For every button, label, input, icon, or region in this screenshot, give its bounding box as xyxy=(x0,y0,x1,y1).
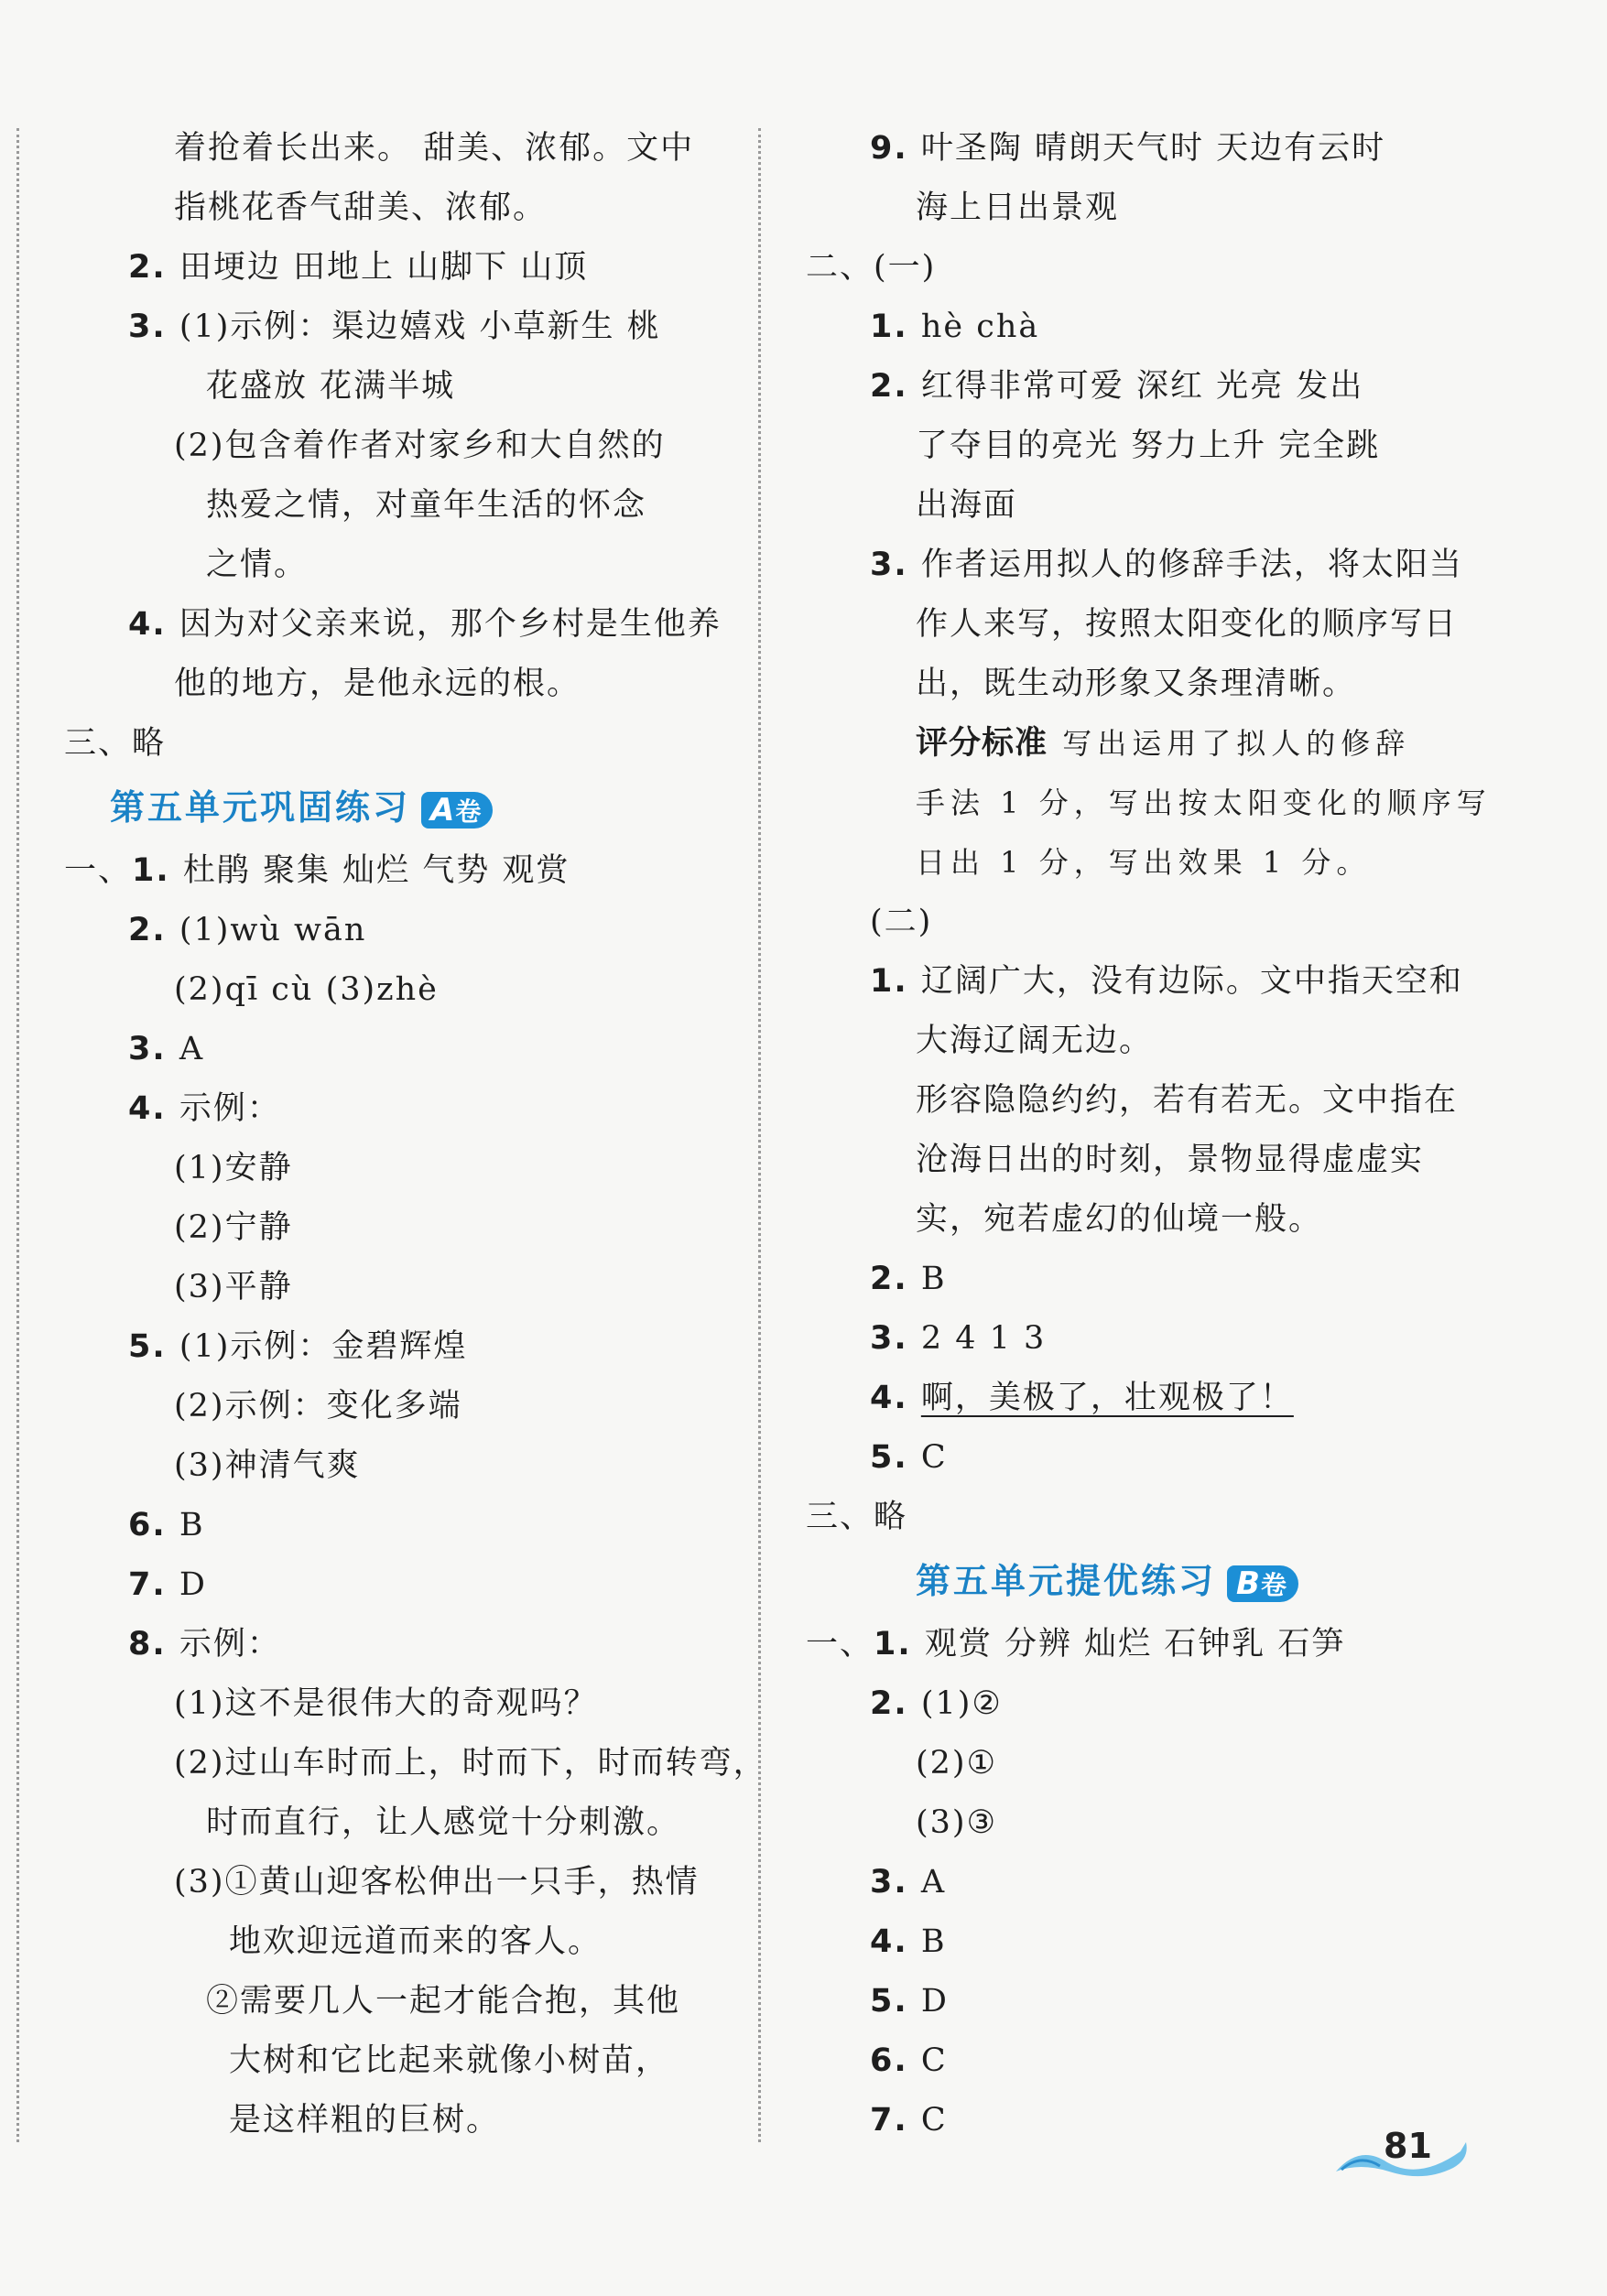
answer-line xyxy=(806,655,1483,714)
answer-text: C xyxy=(920,2042,948,2079)
question-number: 1. xyxy=(870,963,921,1000)
answer-line xyxy=(64,1258,742,1317)
answer-line xyxy=(806,1131,1483,1190)
answer-text: hè chà xyxy=(920,309,1040,345)
answer-text: (2)宁静 xyxy=(174,1209,293,1246)
answer-text: (1)示例：渠边嬉戏 小草新生 桃 xyxy=(179,309,661,345)
answer-line xyxy=(64,1079,742,1139)
answer-line xyxy=(64,1912,742,1972)
answer-line xyxy=(64,1020,742,1079)
answer-text: (1)wù wān xyxy=(179,912,367,948)
answer-text: 花盛放 花满半城 xyxy=(206,368,456,405)
answer-text: 地欢迎远道而来的客人。 xyxy=(229,1923,603,1960)
answer-text: ②需要几人一起才能合抱，其他 xyxy=(206,1983,681,2020)
question-number: 6. xyxy=(128,1507,179,1543)
answer-text: (1)这不是很伟大的奇观吗？ xyxy=(174,1685,598,1722)
answer-line xyxy=(64,1555,742,1615)
answer-text: (2)① xyxy=(916,1745,997,1782)
answer-text: 沧海日出的时刻，景物显得虚虚实 xyxy=(916,1142,1425,1178)
answer-text: (二) xyxy=(870,904,933,940)
answer-text: D xyxy=(920,1983,949,2020)
section-heading xyxy=(64,774,742,841)
answer-text: (2)包含着作者对家乡和大自然的 xyxy=(174,428,666,464)
answer-text: (2)qī cù (3)zhè xyxy=(174,971,439,1008)
answer-text: 红得非常可爱 深红 光亮 发出 xyxy=(920,368,1364,405)
answer-line xyxy=(64,595,742,655)
scoring-criteria-text: 日出 1 分，写出效果 1 分。 xyxy=(916,845,1372,880)
answer-line xyxy=(64,2091,742,2150)
answer-line xyxy=(64,655,742,714)
answer-line xyxy=(64,357,742,417)
question-number: 3. xyxy=(870,547,921,583)
answer-line xyxy=(806,1309,1483,1369)
answer-text: 是这样粗的巨树。 xyxy=(229,2102,501,2139)
answer-text: 大海辽阔无边。 xyxy=(916,1023,1154,1059)
answer-line xyxy=(806,238,1483,298)
question-number: 4. xyxy=(128,606,179,643)
answer-line xyxy=(64,1853,742,1912)
answer-text: 实，宛若虚幻的仙境一般。 xyxy=(916,1201,1323,1238)
question-number: 1. xyxy=(874,1626,925,1662)
answer-line xyxy=(64,1317,742,1377)
answer-text: 时而直行，让人感觉十分刺激。 xyxy=(206,1804,681,1841)
answer-text: 杜鹃 聚集 灿烂 气势 观赏 xyxy=(182,852,570,889)
answer-text: B xyxy=(920,1923,947,1960)
question-number: 6. xyxy=(870,2042,921,2079)
answer-text: 叶圣陶 晴朗天气时 天边有云时 xyxy=(920,130,1386,167)
answer-line xyxy=(806,2031,1483,2091)
answer-line xyxy=(806,119,1483,179)
page-number-badge xyxy=(1332,2122,1470,2177)
answer-line xyxy=(64,1615,742,1674)
answer-text: 形容隐隐约约，若有若无。文中指在 xyxy=(916,1082,1459,1119)
answer-text: (2)示例：变化多端 xyxy=(174,1388,462,1424)
answer-line xyxy=(64,238,742,298)
question-number: 7. xyxy=(870,2102,921,2139)
question-number: 7. xyxy=(128,1566,179,1603)
question-number: 3. xyxy=(870,1864,921,1901)
answer-line xyxy=(806,1428,1483,1488)
answer-line xyxy=(64,417,742,476)
left-column xyxy=(64,119,767,2150)
volume-badge-text: 卷 xyxy=(455,796,483,827)
volume-badge xyxy=(1227,1565,1298,1602)
answer-line xyxy=(64,1198,742,1258)
answer-line xyxy=(64,119,742,179)
answer-line xyxy=(806,1972,1483,2031)
answer-line xyxy=(806,893,1483,952)
section-heading xyxy=(806,1547,1483,1615)
answer-line xyxy=(64,714,742,774)
answer-text: 出海面 xyxy=(916,487,1018,524)
answer-line xyxy=(806,1250,1483,1309)
question-number: 4. xyxy=(870,1923,921,1960)
answer-text: (3)神清气爽 xyxy=(174,1447,361,1484)
answer-text: B xyxy=(179,1507,205,1543)
answer-line xyxy=(64,841,742,901)
question-number: 1. xyxy=(132,852,183,889)
answer-text: C xyxy=(920,1439,948,1476)
answer-text: 海上日出景观 xyxy=(916,190,1120,226)
page-number: 81 xyxy=(1384,2126,1432,2166)
answer-text: 示例： xyxy=(179,1090,281,1127)
answer-line xyxy=(806,1734,1483,1793)
answer-line xyxy=(806,476,1483,536)
answer-text: (1)示例：金碧辉煌 xyxy=(179,1328,468,1365)
answer-text: B xyxy=(920,1261,947,1297)
answer-line xyxy=(806,1012,1483,1071)
answer-text: 示例： xyxy=(179,1626,281,1662)
answer-line xyxy=(806,1793,1483,1853)
question-number: 1. xyxy=(870,309,921,345)
answer-line xyxy=(806,1488,1483,1547)
answer-line xyxy=(64,1436,742,1496)
answer-line xyxy=(806,298,1483,357)
answer-text: (2)过山车时而上，时而下，时而转弯， xyxy=(174,1745,767,1782)
answer-text: 辽阔广大，没有边际。文中指天空和 xyxy=(920,963,1463,1000)
answer-text: 作人来写，按照太阳变化的顺序写日 xyxy=(916,606,1459,643)
answer-line xyxy=(64,179,742,238)
answer-text: D xyxy=(179,1566,207,1603)
question-number: 2. xyxy=(870,368,921,405)
answer-line xyxy=(806,536,1483,595)
question-number: 5. xyxy=(870,1983,921,2020)
answer-text: (3)①黄山迎客松伸出一只手，热情 xyxy=(174,1864,700,1901)
section-heading-text: 第五单元提优练习 xyxy=(916,1561,1217,1601)
answer-line xyxy=(64,901,742,960)
answer-line xyxy=(64,536,742,595)
right-column xyxy=(806,119,1492,2150)
answer-line xyxy=(806,833,1483,893)
column-divider-dotted-line xyxy=(758,128,761,2142)
answer-line xyxy=(806,1369,1483,1428)
question-number: 2. xyxy=(128,912,179,948)
question-number: 5. xyxy=(128,1328,179,1365)
answer-line xyxy=(806,179,1483,238)
answer-text: 一、 xyxy=(64,852,133,889)
answer-text: 热爱之情，对童年生活的怀念 xyxy=(206,487,647,524)
answer-line xyxy=(64,1972,742,2031)
answer-text: 他的地方，是他永远的根。 xyxy=(174,666,581,702)
answer-line xyxy=(806,417,1483,476)
answer-line xyxy=(806,774,1492,833)
answer-text: 三、略 xyxy=(64,725,167,762)
answer-line xyxy=(64,1734,767,1793)
volume-badge-letter: B xyxy=(1236,1565,1261,1602)
answer-text: 之情。 xyxy=(206,547,309,583)
answer-text: 2 4 1 3 xyxy=(920,1320,1047,1357)
answer-text: 观赏 分辨 灿烂 石钟乳 石笋 xyxy=(924,1626,1346,1662)
answer-text: A xyxy=(920,1864,947,1901)
answer-text: 作者运用拟人的修辞手法，将太阳当 xyxy=(920,547,1463,583)
scoring-criteria-text: 手法 1 分，写出按太阳变化的顺序写 xyxy=(916,785,1492,820)
answer-text: 出，既生动形象又条理清晰。 xyxy=(916,666,1357,702)
answer-text: 了夺目的亮光 努力上升 完全跳 xyxy=(916,428,1381,464)
answer-text: 二、(一) xyxy=(806,249,937,286)
question-number: 2. xyxy=(128,249,179,286)
volume-badge-text: 卷 xyxy=(1260,1569,1287,1600)
question-number: 2. xyxy=(870,1261,921,1297)
answer-text: 田埂边 田地上 山脚下 山顶 xyxy=(179,249,589,286)
question-number: 4. xyxy=(870,1380,921,1416)
answer-line xyxy=(64,2031,742,2091)
answer-line xyxy=(64,476,742,536)
question-number: 9. xyxy=(870,130,921,167)
answer-text: 因为对父亲来说，那个乡村是生他养 xyxy=(179,606,722,643)
answer-line xyxy=(806,595,1483,655)
volume-badge xyxy=(421,792,493,829)
answer-text: (1)安静 xyxy=(174,1150,293,1186)
question-number: 2. xyxy=(870,1685,921,1722)
answer-line xyxy=(64,1377,742,1436)
answer-line xyxy=(806,1853,1483,1912)
answer-line xyxy=(806,1615,1483,1674)
answer-line xyxy=(64,1496,742,1555)
answer-line xyxy=(64,298,742,357)
question-number: 4. xyxy=(128,1090,179,1127)
answer-line xyxy=(64,1793,742,1853)
answer-line xyxy=(806,1071,1483,1131)
answer-text: 三、略 xyxy=(806,1499,908,1535)
scoring-criteria-label: 评分标准 xyxy=(916,725,1048,762)
question-number: 3. xyxy=(870,1320,921,1357)
answer-text: A xyxy=(179,1031,205,1067)
answer-line xyxy=(806,1912,1483,1972)
volume-badge-letter: A xyxy=(430,791,456,829)
answer-text: (3)③ xyxy=(916,1804,997,1841)
section-heading-text: 第五单元巩固练习 xyxy=(110,787,411,828)
answer-text: 大树和它比起来就像小树苗， xyxy=(229,2042,670,2079)
answer-line xyxy=(806,1674,1483,1734)
left-margin-dotted-line xyxy=(16,128,19,2142)
answer-text: (1)② xyxy=(920,1685,1003,1722)
question-number: 5. xyxy=(870,1439,921,1476)
answer-line xyxy=(64,1674,742,1734)
question-number: 3. xyxy=(128,1031,179,1067)
answer-text: 指桃花香气甜美、浓郁。 xyxy=(174,190,548,226)
question-number: 3. xyxy=(128,309,179,345)
answer-line xyxy=(806,714,1483,774)
scoring-criteria-text: 写出运用了拟人的修辞 xyxy=(1048,726,1411,761)
answer-text: 着抢着长出来。 甜美、浓郁。文中 xyxy=(174,130,695,167)
answer-text: (3)平静 xyxy=(174,1269,293,1305)
answer-text: 一、 xyxy=(806,1626,874,1662)
answer-line xyxy=(806,952,1483,1012)
answer-line xyxy=(64,960,742,1020)
answer-line xyxy=(64,1139,742,1198)
answer-line xyxy=(806,357,1483,417)
answer-line xyxy=(806,1190,1483,1250)
answer-text: C xyxy=(920,2102,948,2139)
underlined-answer: 啊，美极了，壮观极了！ xyxy=(920,1380,1294,1416)
question-number: 8. xyxy=(128,1626,179,1662)
